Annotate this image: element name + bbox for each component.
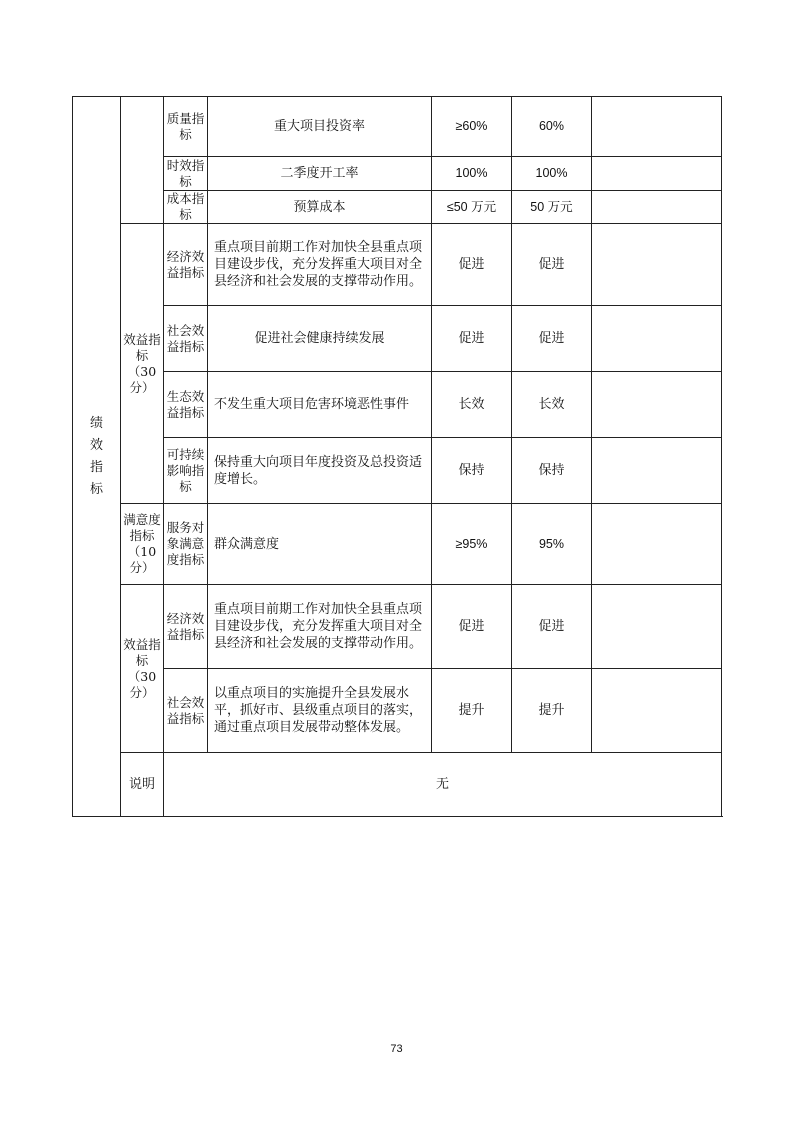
table-row	[73, 97, 722, 157]
target-value: 促进	[432, 306, 512, 372]
target-value: 长效	[432, 372, 512, 438]
actual-value: 100%	[512, 157, 592, 191]
actual-value: 长效	[512, 372, 592, 438]
remark-cell	[592, 157, 722, 191]
indicator-description: 二季度开工率	[208, 157, 432, 191]
table-row	[73, 372, 722, 438]
performance-table	[72, 96, 722, 817]
actual-value: 促进	[512, 306, 592, 372]
table-row	[73, 224, 722, 306]
category-cell	[121, 97, 164, 224]
category-label: 效益指标（30分）	[121, 224, 164, 504]
indicator-description: 保持重大向项目年度投资及总投资适度增长。	[208, 438, 432, 504]
target-value: 促进	[432, 224, 512, 306]
remark-cell	[592, 669, 722, 753]
sub-indicator: 质量指标	[164, 97, 208, 157]
target-value: ≥60%	[432, 97, 512, 157]
sub-indicator: 服务对象满意度指标	[164, 504, 208, 585]
note-value: 无	[164, 753, 722, 817]
indicator-description: 重点项目前期工作对加快全县重点项目建设步伐，充分发挥重大项目对全县经济和社会发展的支撑带动作用。	[208, 224, 432, 306]
table-row	[73, 157, 722, 191]
remark-cell	[592, 372, 722, 438]
indicator-description: 重点项目前期工作对加快全县重点项目建设步伐，充分发挥重大项目对全县经济和社会发展的支撑带动作用。	[208, 585, 432, 669]
actual-value: 促进	[512, 585, 592, 669]
sub-indicator: 时效指标	[164, 157, 208, 191]
indicator-description: 群众满意度	[208, 504, 432, 585]
actual-value: 95%	[512, 504, 592, 585]
remark-cell	[592, 438, 722, 504]
target-value: ≥95%	[432, 504, 512, 585]
table-row	[73, 504, 722, 585]
category-label: 满意度指标（10分）	[121, 504, 164, 585]
remark-cell	[592, 224, 722, 306]
table-row	[73, 306, 722, 372]
side-label: 绩效指标	[89, 415, 103, 497]
remark-cell	[592, 191, 722, 224]
indicator-description: 促进社会健康持续发展	[208, 306, 432, 372]
sub-indicator: 生态效益指标	[164, 372, 208, 438]
side-label-cell	[73, 97, 121, 817]
note-row	[73, 753, 722, 817]
actual-value: 50 万元	[512, 191, 592, 224]
table-row	[73, 669, 722, 753]
sub-indicator: 社会效益指标	[164, 669, 208, 753]
sub-indicator: 成本指标	[164, 191, 208, 224]
remark-cell	[592, 306, 722, 372]
remark-cell	[592, 504, 722, 585]
indicator-description: 以重点项目的实施提升全县发展水平，抓好市、县级重点项目的落实，通过重点项目发展带动整体发展。	[208, 669, 432, 753]
remark-cell	[592, 585, 722, 669]
actual-value: 保持	[512, 438, 592, 504]
table-row	[73, 191, 722, 224]
remark-cell	[592, 97, 722, 157]
indicator-description: 重大项目投资率	[208, 97, 432, 157]
category-label: 效益指标（30分）	[121, 585, 164, 753]
actual-value: 60%	[512, 97, 592, 157]
table-row	[73, 585, 722, 669]
target-value: ≤50 万元	[432, 191, 512, 224]
target-value: 保持	[432, 438, 512, 504]
target-value: 100%	[432, 157, 512, 191]
actual-value: 提升	[512, 669, 592, 753]
note-label: 说明	[121, 753, 164, 817]
actual-value: 促进	[512, 224, 592, 306]
sub-indicator: 可持续影响指标	[164, 438, 208, 504]
target-value: 提升	[432, 669, 512, 753]
sub-indicator: 经济效益指标	[164, 585, 208, 669]
table-row	[73, 438, 722, 504]
page-number: 73	[390, 1043, 403, 1055]
sub-indicator: 社会效益指标	[164, 306, 208, 372]
sub-indicator: 经济效益指标	[164, 224, 208, 306]
target-value: 促进	[432, 585, 512, 669]
indicator-description: 不发生重大项目危害环境恶性事件	[208, 372, 432, 438]
indicator-description: 预算成本	[208, 191, 432, 224]
